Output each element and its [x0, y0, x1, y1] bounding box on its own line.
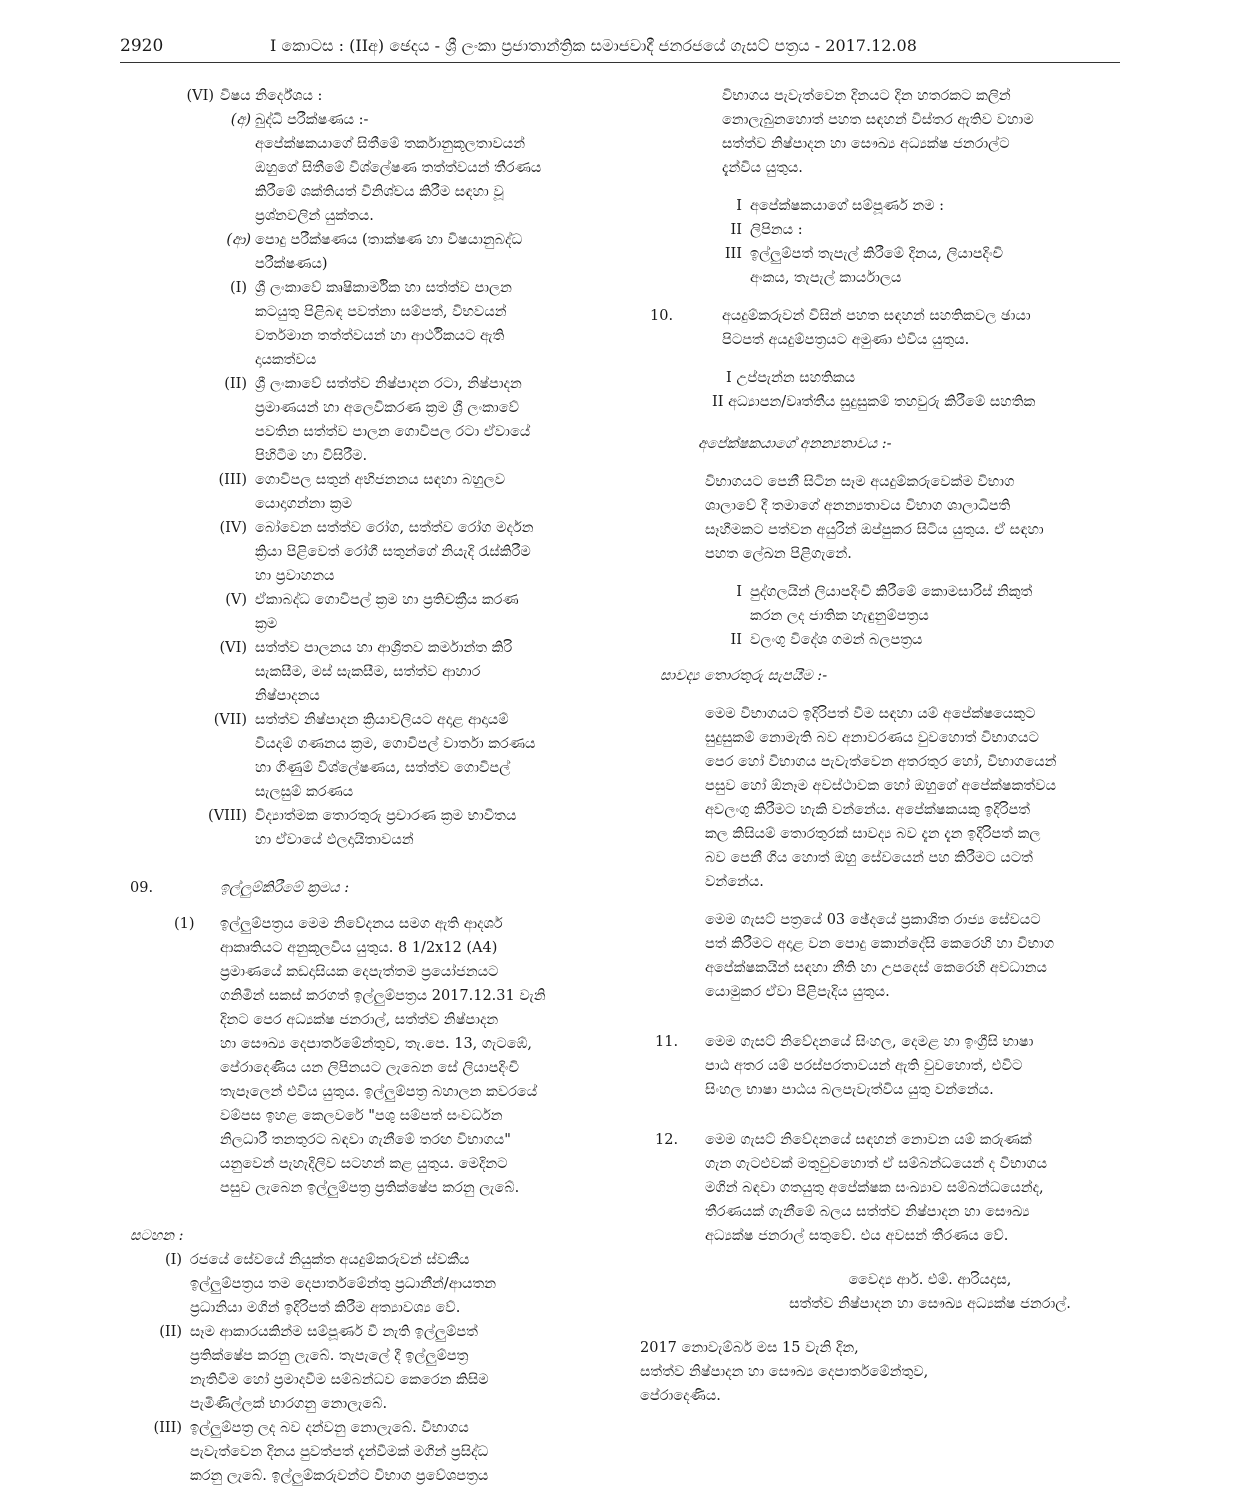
identity-documents-list	[650, 580, 1150, 652]
text-line: ඒකාබද්ධ ගොවිපල් ක්‍රම හා ප්‍රතිචක්‍රීය කරණ	[255, 592, 519, 608]
section-09-number: 09.	[130, 880, 154, 896]
text-line: මෙම විභාගයට ඉදිරිපත් වීම සඳහා යම් අපේක්ෂයෙකුට	[705, 706, 1036, 722]
section-09-title: ඉල්ලුම්කිරීමේ ක්‍රමය :	[220, 880, 350, 896]
syllabus-item-text	[255, 636, 620, 708]
general-test-marker: (ආ)	[226, 232, 251, 248]
note-item	[159, 1320, 620, 1416]
text-line: ඉල්ලුම්පත්‍ර ලද බව දන්වනු නොලැබේ. විභාගය	[190, 1420, 469, 1436]
syllabus-item-marker: (II)	[224, 376, 247, 392]
notes-title: සටහන :	[130, 1228, 184, 1244]
identity-document-text	[750, 580, 1150, 628]
false-info-title: සාවද්‍ය තොරතුරු සැපයීම :-	[660, 668, 828, 684]
text-line: පහත ලේඛන පිළිගැනේ.	[705, 546, 852, 562]
text-line: ප්‍රධානියා මගින් ඉදිරිපත් කිරීම අත්‍යාවශ්‍ය වේ.	[190, 1300, 461, 1316]
text-line: හා ගිණුම් විශ්ලේෂණය, සත්ත්ව ගොවිපල්	[255, 760, 511, 776]
text-line: සෑම ආකාරයකින්ම සම්පූර්ණ වී නැති ඉල්ලුම්පත්	[190, 1324, 478, 1340]
text-line: කිරීමේ ශක්තියත් විනිශ්චය කිරීම සඳහා වූ	[255, 184, 504, 200]
syllabus-item-marker: (VI)	[219, 640, 247, 656]
note-item-marker: (III)	[153, 1420, 182, 1436]
syllabus-item	[213, 708, 620, 804]
text-line: රජයේ සේවයේ නියුක්ත අයදුම්කරුවන් ස්වකීය	[190, 1252, 470, 1268]
syllabus-item-text	[255, 804, 620, 852]
section-10	[650, 304, 1150, 352]
signatory-name: වෛද්‍ය ආර්. එම්. ආරියදාස,	[848, 1272, 1012, 1288]
identity-document	[730, 628, 1150, 652]
text-line: ගොවිපල සතුන් අභිජනනය සඳහා බහුලව	[255, 472, 506, 488]
text-line: යොමුකර ඒවා පිළිපැදිය යුතුය.	[705, 984, 890, 1000]
text-line: දැන්විය යුතුය.	[722, 160, 803, 176]
text-line: පසුව ලැබෙන ඉල්ලුම්පත්‍ර ප්‍රතික්ෂේප කරනු ලැබේ.	[220, 1180, 520, 1196]
detail-item	[730, 218, 1150, 242]
text-line: ආකෘතියට අනුකූලවිය යුතුය. 8 1/2x12 (A4)	[220, 940, 498, 956]
general-test-title	[255, 228, 620, 276]
text-line: බෝවෙන සත්ත්ව රෝග, සත්ත්ව රෝග මර්දන	[255, 520, 534, 536]
note-item	[153, 1416, 620, 1488]
text-line: ප්‍රශ්නවලින් යුක්තය.	[255, 208, 374, 224]
admission-card-continuation	[722, 84, 1150, 180]
text-line: ක්‍රම	[255, 616, 278, 632]
text-line: වර්තමාන තත්ත්වයන් හා ආර්ථිකයට ඇති	[255, 328, 505, 344]
text-line: පෙර හෝ විභාගය පැවැත්වෙන අතරතුර හෝ, විභාගයෙන්	[705, 754, 1057, 770]
text-line: සත්ත්ව නිෂ්පාදන ක්‍රියාවලියට අදාළ ආදායම්	[255, 712, 509, 728]
false-info-paragraph-2	[705, 908, 1150, 1004]
text-line: හා ප්‍රවාහනය	[255, 568, 335, 584]
signature-block	[710, 1268, 1150, 1316]
application-method-text	[220, 912, 620, 1200]
text-line: නැතිවීම හෝ ප්‍රමාදවීම සම්බන්ධව කෙරෙන කිසිම	[190, 1372, 489, 1388]
text-line: අධ්‍යක්ෂ ජනරාල් සතුවේ. එය අවසන් තීරණය වේ.	[705, 1228, 1009, 1244]
text-line: බව පෙනී ගිය හොත් ඔහු සේවයෙන් පහ කිරීමට යටත්	[705, 850, 1033, 866]
false-info-paragraph-1	[705, 702, 1150, 894]
identity-document-marker: II	[730, 632, 742, 648]
note-item-marker: (II)	[159, 1324, 182, 1340]
identity-document-marker: I	[736, 584, 742, 600]
text-line: විභාගය පැවැත්වෙන දිනයට දින හතරකට කලින්	[722, 88, 1011, 104]
certificate-1-text: I උප්පැන්න සහතිකය	[726, 370, 856, 386]
section-10-text	[722, 304, 1150, 352]
identity-document-text	[750, 628, 1150, 652]
text-line: වියදම් ගණනය ක්‍රම, ගොවිපල් වාර්තා කරණය	[255, 736, 536, 752]
syllabus-item-marker: (I)	[229, 280, 247, 296]
text-line: නිලධාරී තනතුරට බඳවා ගැනීමේ තරඟ විභාගය"	[220, 1132, 511, 1148]
syllabus-marker: (VI)	[186, 88, 214, 104]
section-11-number: 11.	[655, 1034, 679, 1050]
detail-item-text	[750, 242, 1150, 290]
text-line: පොදු පරීක්ෂණය (තාක්ෂණ හා විෂයානුබද්ධ	[255, 232, 523, 248]
section-10-number: 10.	[650, 308, 674, 324]
text-line: යනුවෙන් පැහැදිලිව සටහන් කළ යුතුය. මෙදිනට	[220, 1156, 508, 1172]
text-line: සත්ත්ව නිෂ්පාදන හා සෞඛ්‍ය දෙපාර්තමේන්තුව,	[640, 1364, 929, 1380]
text-line: වන්නේය.	[705, 874, 764, 890]
section-12	[655, 1128, 1150, 1248]
application-method-paragraph	[174, 912, 620, 1200]
syllabus-item	[219, 516, 620, 588]
text-line: යොදාගන්නා ක්‍රම	[255, 496, 353, 512]
text-line: ගනිමින් සකස් කරගත් ඉල්ලුම්පත්‍රය 2017.12.31 වැනි	[220, 988, 546, 1004]
section-12-number: 12.	[655, 1132, 679, 1148]
text-line: සැලසුම් කරණය	[255, 784, 354, 800]
text-line: ශාලාවේ දී තමාගේ අනන්‍යතාවය විභාග ශාලාධිපති	[705, 498, 1011, 514]
text-line: ශ්‍රී ලංකාවේ කෘෂිකාර්මික හා සත්ත්ව පාලන	[255, 280, 512, 296]
syllabus-item	[218, 468, 620, 516]
text-line: පේරාදෙණිය යන ලිපිනයට ලැබෙන සේ ලියාපදිංචි	[220, 1060, 520, 1076]
false-info-heading	[660, 664, 1150, 688]
certificate-2	[712, 390, 1150, 414]
text-line: අපේක්ෂකයාගේ සම්පූර්ණ නම :	[750, 198, 945, 214]
note-item-text	[190, 1248, 620, 1320]
text-line: මෙම ගැසට් නිවේදනයේ සිංහල, දෙමළ හා ඉංග්‍රීසි භාෂා	[705, 1034, 1034, 1050]
notes-list	[130, 1248, 620, 1488]
section-12-text	[705, 1128, 1150, 1248]
text-line: පසුව හෝ ඕනෑම අවස්ථාවක හෝ ඔහුගේ අපේක්ෂකත්වය	[705, 778, 1057, 794]
syllabus-item-text	[255, 468, 620, 516]
text-line: හා ඒවායේ ඵලදායිතාවයන්	[255, 832, 414, 848]
text-line: අවලංගු කිරීමට හැකි වන්නේය. අපේක්ෂකයකු ඉදිරිපත්	[705, 802, 1031, 818]
text-line: සුදුසුකම් නොමැති බව අනාවරණය වුවහොත් විභාගයට	[705, 730, 1039, 746]
detail-item-text	[750, 218, 1150, 242]
text-line: අයදුම්කරුවන් විසින් පහත සඳහන් සහතිකවල ඡායා	[722, 308, 1031, 324]
text-line: ලිපිනය :	[750, 222, 803, 238]
text-line: පිටපත් අයදුම්පත්‍රයට අමුණා එවිය යුතුය.	[722, 332, 970, 348]
detail-item-marker: I	[736, 198, 742, 214]
syllabus-item	[225, 588, 620, 636]
page-number: 2920	[120, 36, 164, 56]
text-line: තැපෑලෙන් එවිය යුතුය. ඉල්ලුම්පත්‍ර බහාලන කවරයේ	[220, 1084, 538, 1100]
text-line: ප්‍රමාණයේ කඩදාසියක දෙපැත්තම ප්‍රයෝජනයට	[220, 964, 499, 980]
note-item-text	[190, 1416, 620, 1488]
section-11-text	[705, 1030, 1150, 1102]
aptitude-description	[255, 132, 620, 228]
text-line: දායකත්වය	[255, 352, 317, 368]
gazette-title: I කොටස : (IIඅ) ඡෙදය - ශ්‍රී ලංකා ප්‍රජාතාන්ත්‍රික සමාජවාදී ජනරජයේ ගැසට් පත්‍රය - 2017.12.08	[270, 36, 917, 55]
text-line: පැවැත්වෙන දිනය පුවත්පත් දැන්වීමක් මගින් ප්‍රසිද්ධ	[190, 1444, 489, 1460]
text-line: පැමිණිල්ලක් භාරගනු නොලැබේ.	[190, 1396, 388, 1412]
syllabus-item-text	[255, 372, 620, 468]
text-line: පේරාදෙණිය.	[640, 1388, 721, 1404]
text-line: මෙම ගැසට් පත්‍රයේ 03 ඡේදයේ ප්‍රකාශිත රාජ්‍ය සේවයට	[705, 912, 1041, 928]
text-line: විද්‍යාත්මක තොරතුරු ප්‍රචාරණ ක්‍රම භාවිතය	[255, 808, 517, 824]
text-line: සත්ත්ව නිෂ්පාදන හා සෞඛ්‍ය අධ්‍යක්ෂ ජනරාල්ට	[722, 136, 1010, 152]
right-column	[640, 84, 1150, 1408]
text-line: ගැන ගැටළුවක් මතුවුවහොත් ඒ සම්බන්ධයෙන් ද විභාගය	[705, 1156, 1048, 1172]
detail-item-text	[750, 194, 1150, 218]
text-line: සිංහල භාෂා පාඨය බලපැවැත්විය යුතු වන්නේය.	[705, 1082, 994, 1098]
text-line: මෙම ගැසට් නිවේදනයේ සඳහන් නොවන යම් කරුණක්	[705, 1132, 1032, 1148]
note-item-text	[190, 1320, 620, 1416]
section-09	[130, 876, 620, 900]
text-line: පුද්ගලයින් ලියාපදිංචි කිරීමේ කොමසාරිස් නිකුත්	[750, 584, 1033, 600]
text-line: ඉල්ලුම්පත්‍රය තම දෙපාර්තමේන්තු ප්‍රධානීන්/ආයතන	[190, 1276, 497, 1292]
syllabus-title: විෂය නිර්දේශය :	[220, 88, 323, 104]
certificate-2-text: II අධ්‍යාපන/වෘත්තීය සුදුසුකම් තහවුරු කිරීමේ සහතික	[712, 394, 1036, 410]
syllabus-items	[130, 276, 620, 852]
note-item	[164, 1248, 620, 1320]
syllabus-item-marker: (III)	[218, 472, 247, 488]
syllabus-item	[224, 372, 620, 468]
text-line: ප්‍රතික්ෂේප කරනු ලැබේ. තැපැලේ දී ඉල්ලුම්පත්‍ර	[190, 1348, 469, 1364]
text-line: අපේක්ෂකයින් සඳහා නීති හා උපදෙස් කෙරෙහි අවධානය	[705, 960, 1047, 976]
detail-item	[736, 194, 1150, 218]
note-item-marker: (I)	[164, 1252, 182, 1268]
syllabus-item-marker: (VIII)	[208, 808, 247, 824]
text-line: දිනට පෙර අධ්‍යක්ෂ ජනරාල්, සත්ත්ව නිෂ්පාදන	[220, 1012, 499, 1028]
text-line: ඉල්ලුම්පත් තැපැල් කිරීමේ දිනය, ලියාපදිංචි	[750, 246, 1004, 262]
signatory-designation: සත්ත්ව නිෂ්පාදන හා සෞඛ්‍ය අධ්‍යක්ෂ ජනරාල්.	[789, 1296, 1071, 1312]
text-line: හා සෞඛ්‍ය දෙපාර්තමේන්තුව, තැ.පෙ. 13, ගැටඹේ,	[220, 1036, 532, 1052]
aptitude-marker: (අ)	[230, 112, 251, 128]
date-and-office-footer	[640, 1336, 1150, 1408]
text-line: කටයුතු පිළිබඳ පවත්නා සම්පත්, විභවයන්	[255, 304, 507, 320]
text-line: සැකසීම, මස් සැකසීම, සත්ත්ව ආහාර	[255, 664, 481, 680]
text-line: ඔහුගේ සිතීමේ විශ්ලේෂණ තත්ත්වයන් තීරණය	[255, 160, 542, 176]
syllabus-item-text	[255, 516, 620, 588]
text-line: 2017 නොවැම්බර් මස 15 වැනි දින,	[640, 1340, 859, 1356]
syllabus-item	[219, 636, 620, 708]
text-line: පිහිටීම හා විසිරීම.	[255, 448, 368, 464]
syllabus-item	[229, 276, 620, 372]
text-line: තීරණයක් ගැනීමේ බලය සත්ත්ව නිෂ්පාදන හා සෞඛ්‍ය	[705, 1204, 1030, 1220]
syllabus-item-marker: (VII)	[213, 712, 247, 728]
text-line: පවතින සත්ත්ව පාලන ගොවිපල රටා ඒවායේ	[255, 424, 531, 440]
text-line: මගින් බඳවා ගතයුතු අපේක්ෂක සංඛ්‍යාව සම්බන්ධයෙන්ද,	[705, 1180, 1044, 1196]
text-line: ශ්‍රී ලංකාවේ සත්ත්ව නිෂ්පාදන රටා, නිෂ්පාදන	[255, 376, 522, 392]
text-line: පත් කිරීමට අදාළ වන පොදු කොන්දේසි කෙරෙහි හා විභාග	[705, 936, 1055, 952]
text-line: ඉල්ලුම්පත්‍රය මෙම නිවේදනය සමග ඇති ආදර්ශ	[220, 916, 503, 932]
text-line: ප්‍රමාණයන් හා අලෙවිකරණ ක්‍රම ශ්‍රී ලංකාවේ	[255, 400, 519, 416]
text-line: අපේක්ෂකයාගේ සිතීමේ තර්කානුකූලතාවයන්	[255, 136, 525, 152]
text-line: විභාගයට පෙනී සිටින සෑම අයදුම්කරුවෙක්ම විභාග	[705, 474, 1015, 490]
identity-text	[705, 470, 1150, 566]
identity-document	[736, 580, 1150, 628]
detail-item-marker: II	[730, 222, 742, 238]
notes-heading	[130, 1224, 620, 1248]
text-line: වම්පස ඉහළ කෙලවරේ "පශු සම්පත් සංවර්ධන	[220, 1108, 503, 1124]
certificate-1	[726, 366, 1150, 390]
text-line: පරීක්ෂණය)	[255, 256, 328, 272]
text-line: නොලැබුනහොත් පහත සඳහන් විස්තර ඇතිව වහාම	[722, 112, 1034, 128]
text-line: කරනු ලැබේ. ඉල්ලුම්කරුවන්ට විභාග ප්‍රවේශපත්‍රය	[190, 1468, 489, 1484]
text-line: අංකය, තැපැල් කාර්යාලය	[750, 270, 902, 286]
identity-heading	[698, 432, 1150, 456]
required-details-list	[650, 194, 1150, 290]
syllabus-item-text	[255, 276, 620, 372]
syllabus-item-text	[255, 708, 620, 804]
aptitude-title: බුද්ධි පරීක්ෂණය :-	[255, 112, 369, 128]
syllabus-item-marker: (IV)	[219, 520, 247, 536]
aptitude-test-heading	[230, 108, 620, 228]
text-line: පාඨ අතර යම් පරස්පරතාවයන් ඇති වුවහොත්, එවිට	[705, 1058, 1023, 1074]
gazette-header	[120, 32, 1120, 63]
syllabus-item-marker: (V)	[225, 592, 247, 608]
general-test-heading	[226, 228, 620, 276]
paragraph-1-marker: (1)	[174, 916, 195, 932]
text-line: කරන ලද ජාතික හැඳුනුම්පත්‍රය	[750, 608, 929, 624]
syllabus-item	[208, 804, 620, 852]
detail-item-marker: III	[724, 246, 742, 262]
section-11	[655, 1030, 1150, 1102]
text-line: සත්ත්ව පාලනය හා ආශ්‍රිතව කර්මාන්ත කිරි	[255, 640, 513, 656]
left-column	[130, 84, 620, 1488]
text-line: සෑහීමකට පත්වන අයුරින් ඔප්පුකර සිටිය යුතුය. ඒ සඳහා	[705, 522, 1044, 538]
syllabus-heading	[186, 84, 620, 108]
text-line: කල කිසියම් තොරතුරක් සාවද්‍ය බව දැන දැන ඉදිරිපත් කල	[705, 826, 1041, 842]
syllabus-item-text	[255, 588, 620, 636]
text-line: ක්‍රියා පිළිවෙත් රෝගී සතුන්ගේ නියැදි රැස්කිරීම	[255, 544, 531, 560]
text-line: වලංගු විදේශ ගමන් බලපත්‍රය	[750, 632, 923, 648]
text-line: නිෂ්පාදනය	[255, 688, 320, 704]
detail-item	[724, 242, 1150, 290]
identity-title: අපේක්ෂකයාගේ අනන්‍යතාවය :-	[698, 436, 892, 452]
